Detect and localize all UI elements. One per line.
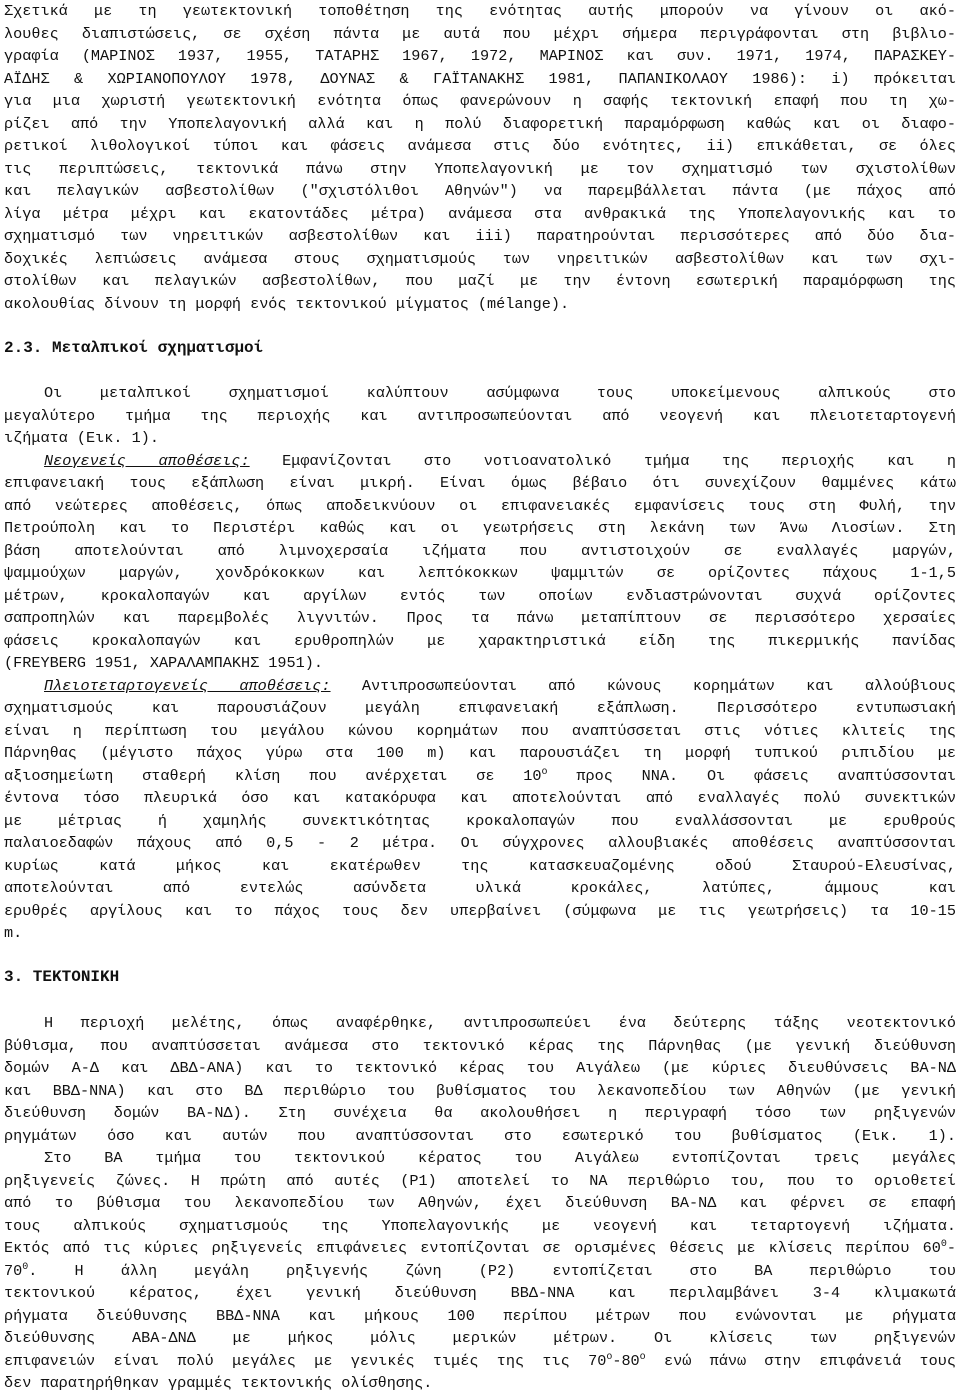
pleisto-label: Πλειοτεταρτογενείς αποθέσεις: xyxy=(44,676,331,695)
text-line: ρήγματα διεύθυνσης ΒΒΔ-ΝΝΑ και μήκους 100 περίπου μέτρων που ενώνονται με ρήγματα xyxy=(4,1306,956,1325)
text-line: ερυθρές αργίλους και το πάχος τους δεν υπερβαίνει (σύμφωνα με τις γεωτρήσεις) τα 10-15 xyxy=(4,901,956,920)
text-fragment: ενώ πάνω στην επιφάνειά τους xyxy=(645,1351,956,1370)
text-line xyxy=(4,450,956,472)
text-fragment: . Η άλλη μεγάλη ρηξιγενής ζώνη (Ρ2) εντοπίζεται στο ΒΑ περιθώριο του xyxy=(28,1261,956,1280)
text-line: κυρίως κατά μήκος και εκατέρωθεν της κατασκευαζομένης οδού Σταυρού-Ελευσίνας, xyxy=(4,856,956,875)
text-line: Η περιοχή μελέτης, όπως αναφέρθηκε, αντιπροσωπεύει ένα δεύτερης τάξης νεοτεκτονικό xyxy=(44,1014,956,1032)
text-line: δεν παρατηρήθηκαν γραμμές τεκτονικής ολίσθησης. xyxy=(4,1374,433,1392)
degree-sup: ο xyxy=(606,1351,613,1363)
text-line: ρηγμάτων όσο και αυτών που αναπτύσσονται στο εσωτερικό του βυθίσματος (Εικ. 1). xyxy=(4,1126,956,1145)
text-line: βύθισμα, που αναπτύσσεται ανάμεσα στο τεκτονικό κέρας της Πάρνηθας (με γενική διεύθυνση xyxy=(4,1036,956,1055)
text-fragment: Εκτός από τις κύριες ρηξιγενείς επιφάνειες εντοπίζονται σε ορισμένες θέσεις με κλίσεις περίπου 60 xyxy=(4,1239,941,1257)
text-line: ρηξιγενείς ζώνες. Η πρώτη από αυτές (Ρ1) αποτελεί το ΝΑ περιθώριο του, που το οριοθετεί xyxy=(4,1171,956,1190)
text-fragment: - xyxy=(946,1239,956,1257)
text-line: ΑΪΔΗΣ & ΧΩΡΙΑΝΟΠΟΥΛΟΥ 1978, ΔΟΥΝΑΣ & ΓΑΪΤΑΝΑΚΗΣ 1981, ΠΑΠΑΝΙΚΟΛΑΟΥ 1986): i) πρόκειται xyxy=(4,69,956,88)
text-line: ρετικοί λιθολογικοί τύποι και φάσεις ανάμεσα στις δύο ενότητες, ii) επικάθεται, σε όλες xyxy=(4,137,956,155)
text-line: ρίζει από την Υποπελαγονική αλλά και η πολύ διαφορετική παραμόρφωση καθώς και οι διαφο- xyxy=(4,114,956,133)
neogene-text: Εμφανίζονται στο νοτιοανατολικό τμήμα της περιοχής και η xyxy=(249,451,956,470)
text-line: ακολουθίας δίνουν τη μορφή ενός τεκτονικού μίγματος (mélange). xyxy=(4,294,570,313)
text-line: σαπροπηλών και παρεμβολές λιγνιτών. Προς τα πάνω μεταπίπτουν σε περισσότερο χερσαίες xyxy=(4,609,956,627)
text-line: Σχετικά με τη γεωτεκτονική τοποθέτηση της ενότητας αυτής μπορούν να γίνουν οι ακό- xyxy=(4,2,956,20)
text-line: λίγα μέτρα μέχρι και εκατοντάδες μέτρα) ανάμεσα στα ανθρακικά της Υποπελαγονικής και το xyxy=(4,204,956,223)
text-line: τεκτονικού κέρατος, έχει γενική διεύθυνση ΒΒΔ-ΝΝΑ και περιλαμβάνει 3-4 κλιμακωτά xyxy=(4,1284,956,1302)
text-line: μέτρων, κροκαλοπαγών και αργίλων εντός των οποίων ενδιαστρώνονται συχνά ορίζοντες xyxy=(4,586,956,605)
text-line: δοχικές λεπιώσεις ανάμεσα στους σχηματισμούς των νηρειτικών ασβεστολίθων και των σχι- xyxy=(4,249,956,268)
text-line: Οι μεταλπικοί σχηματισμοί καλύπτουν ασύμφωνα τους υποκείμενους αλπικούς στο xyxy=(44,384,956,402)
text-line: ψαμμούχων μαργών, χονδρόκοκκων και λεπτόκοκκων ψαμμιτών σε ορίζοντες πάχους 1-1,5 xyxy=(4,564,956,582)
text-fragment: αξιοσημείωτη σταθερή κλίση που ανέρχεται σε 10 xyxy=(4,766,542,785)
text-line: τους αλπικούς σχηματισμούς της Υποπελαγονικής με νεογενή και τεταρτογενή ιζήματα. xyxy=(4,1216,956,1235)
text-line: και πελαγικών ασβεστολίθων ("σχιστόλιθοι Αθηνών") να παρεμβάλλεται πάντα (με πάχος από xyxy=(4,182,956,200)
text-line: από νεώτερες αποθέσεις, όπως αποδεικνύουν οι επιφανειακές εμφανίσεις τους στη Φυλή, την xyxy=(4,496,956,515)
text-line: στολίθων και πελαγικών ασβεστολίθων, που μαζί με την έντονη εσωτερική παραμόρφωση της xyxy=(4,272,956,290)
text-line xyxy=(4,765,956,787)
text-line xyxy=(4,1237,956,1259)
text-line: βάση αποτελούνται από λιμνοχερσαία ιζήματα που αντιστοιχούν σε εναλλαγές μαργών, xyxy=(4,541,956,560)
text-line: έντονα τόσο πλευρικά όσο και κατακόρυφα και αποτελούνται από εναλλαγές πολύ συνεκτικών xyxy=(4,789,956,807)
text-line: Πετρούπολη και το Περιστέρι καθώς και οι γεωτρήσεις στη λεκάνη των Άνω Λιοσίων. Στη xyxy=(4,519,956,537)
text-line: σχηματισμό των νηρειτικών ασβεστολίθων και iii) παρατηρούνται περισσότερες από δύο δια- xyxy=(4,227,956,245)
degree-sup: ο xyxy=(541,766,548,778)
text-line: διεύθυνση δομών ΒΑ-ΝΔ). Στη συνέχεια θα ακολουθήσει η περιγραφή τόσο των ρηξιγενών xyxy=(4,1104,956,1122)
text-line: γραφία (ΜΑΡΙΝΟΣ 1937, 1955, ΤΑΤΑΡΗΣ 1967, 1972, ΜΑΡΙΝΟΣ και συν. 1971, 1974, ΠΑΡΑΣΚΕΥ- xyxy=(4,47,956,65)
text-line: με μέτριας ή χαμηλής συνεκτικότητας κροκαλοπαγών που εναλλάσσονται με ερυθρούς xyxy=(4,811,956,830)
section-heading-2-3: 2.3. Μεταλπικοί σχηματισμοί xyxy=(4,339,264,357)
text-line: σχηματισμούς και παρουσιάζουν μεγάλη επιφανειακή εξάπλωση. Περισσότερο εντυπωσιακή xyxy=(4,699,956,717)
degree-sup: 0 xyxy=(22,1261,29,1273)
pleisto-text: Αντιπροσωπεύονται από κώνους κορημάτων και αλλούβιους xyxy=(330,676,956,695)
text-line: είναι η περίπτωση του μεγάλου κώνου κορημάτων που αναπτύσσεται στις νότιες κλιτείς της xyxy=(4,721,956,740)
text-line: Πάρνηθας (μέγιστο πάχος γύρω στα 100 m) και παρουσιάζει τη μορφή τυπικού ριπιδίου με xyxy=(4,744,956,762)
text-line: m. xyxy=(4,924,23,942)
text-line: και ΒΒΔ-ΝΝΑ) και στο ΒΔ περιθώριο του βυθίσματος του λεκανοπεδίου των Αθηνών (με γενική xyxy=(4,1081,956,1100)
text-fragment: -80 xyxy=(612,1351,640,1370)
text-line: φάσεις κροκαλοπαγών και ερυθροπηλών με χαρακτηριστικά είδη της πικερμικής πανίδας xyxy=(4,631,956,650)
text-line: αποτελούνται από εντελώς ασύνδετα υλικά κροκάλες, λατύπες, άμμους και xyxy=(4,879,956,897)
text-line: Στο ΒΑ τμήμα του τεκτονικού κέρατος του Αιγάλεω εντοπίζονται τρεις μεγάλες xyxy=(44,1149,956,1167)
text-line: (FREYBERG 1951, ΧΑΡΑΛΑΜΠΑΚΗΣ 1951). xyxy=(4,654,323,672)
text-line xyxy=(4,675,956,697)
text-line: από το βύθισμα του λεκανοπεδίου των Αθηνών, έχει διεύθυνση ΒΑ-ΝΔ και φέρνει σε επαφή xyxy=(4,1194,956,1212)
text-line: παλαιοεδαφών πάχους από 0,5 - 2 μέτρα. Οι σύγχρονες αλλουβιακές αποθέσεις αναπτύσσονται xyxy=(4,834,956,852)
neogene-label: Νεογενείς αποθέσεις: xyxy=(44,451,250,470)
degree-sup: ο xyxy=(639,1351,646,1363)
text-line: διεύθυνσης ΑΒΑ-ΔΝΔ με μήκος μόλις μερικών μέτρων. Οι κλίσεις των ρηξιγενών xyxy=(4,1329,956,1347)
text-fragment: προς ΝΝΑ. Οι φάσεις αναπτύσσονται xyxy=(547,766,956,785)
degree-sup: 0 xyxy=(940,1238,947,1250)
text-line: τις περιπτώσεις, τεκτονικά πάνω στην Υποπελαγονική με τον σχηματισμό των σχιστολίθων xyxy=(4,159,956,178)
text-line: ιζήματα (Εικ. 1). xyxy=(4,429,159,447)
text-fragment: επιφανειών είναι πολύ μεγάλες με γενικές τιμές της τις 70 xyxy=(4,1351,607,1370)
text-line: δομών Α-Δ και ΔΒΔ-ΑΝΑ) και το τεκτονικό κέρας του Αιγάλεω (με κύριες διευθύνσεις ΒΑ-ΝΔ xyxy=(4,1059,956,1077)
section-heading-3: 3. ΤΕΚΤΟΝΙΚΗ xyxy=(4,968,120,986)
text-line xyxy=(4,1350,956,1372)
text-line: μεγαλύτερο τμήμα της περιοχής και αντιπροσωπεύονται από νεογενή και πλειοτεταρτογενή xyxy=(4,406,956,425)
text-line: για μια χωριστή γεωτεκτονική ενότητα όπως φανερώνουν η σαφής τεκτονική επαφή που τη χω- xyxy=(4,92,956,110)
text-line: επιφανειακή τους εξάπλωση είναι μικρή. Είναι όμως βέβαιο ότι συνεχίζουν θαμμένες κάτω xyxy=(4,474,956,492)
text-fragment: 70 xyxy=(4,1261,23,1280)
text-line: λουθες διαπιστώσεις, σε σχέση πάντα με αυτά που μέχρι σήμερα περιγράφονται στη βιβλιο- xyxy=(4,24,956,43)
text-line xyxy=(4,1260,956,1282)
